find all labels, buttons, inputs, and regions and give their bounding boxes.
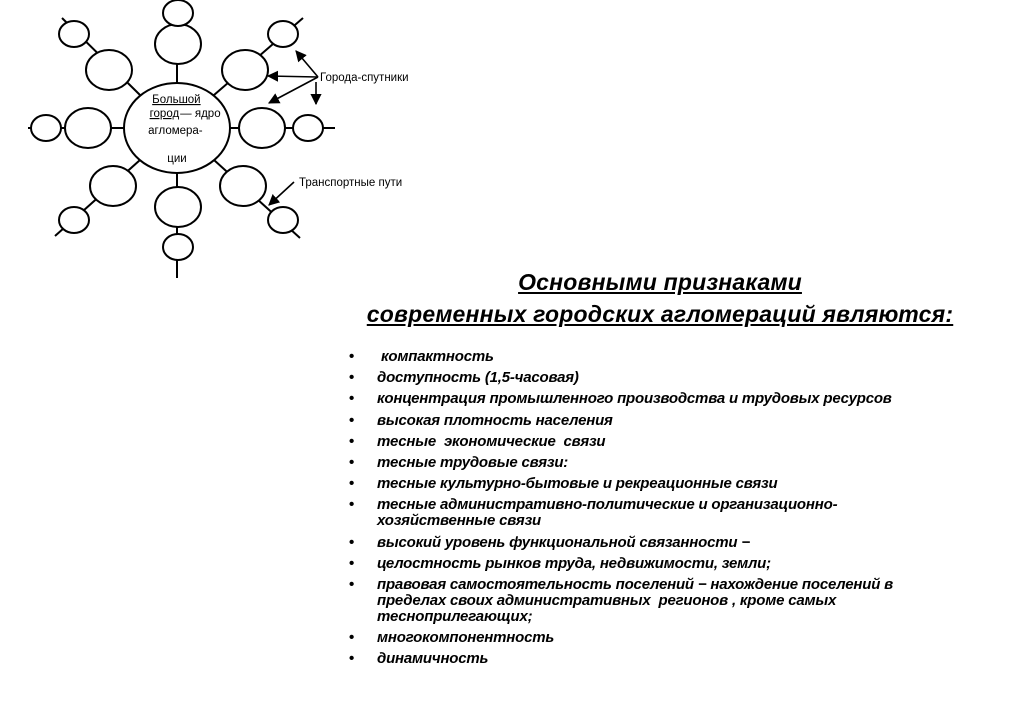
satellite-city bbox=[59, 21, 89, 47]
feature-item bbox=[345, 577, 1005, 625]
feature-item bbox=[345, 630, 1005, 646]
satellite-city bbox=[31, 115, 61, 141]
transport-label: Транспортные пути bbox=[299, 177, 403, 189]
heading-line-1: Основными признаками bbox=[518, 269, 802, 295]
core-label-line: агломера- bbox=[148, 125, 203, 137]
bullet-icon: • bbox=[349, 411, 355, 429]
pointer-arrow bbox=[269, 77, 318, 103]
satellite-city bbox=[65, 108, 111, 148]
bullet-icon: • bbox=[349, 496, 355, 514]
agglomeration-diagram bbox=[0, 0, 460, 285]
feature-text: концентрация промышленного производства и трудовых ресурсов bbox=[377, 390, 892, 408]
feature-item bbox=[345, 476, 1005, 492]
feature-item bbox=[345, 535, 1005, 551]
features-list bbox=[345, 349, 1005, 672]
feature-text: высокая плотность населения bbox=[377, 411, 613, 429]
feature-item bbox=[345, 349, 1005, 365]
bullet-icon: • bbox=[349, 369, 355, 387]
bullet-icon: • bbox=[349, 533, 355, 551]
feature-item bbox=[345, 651, 1005, 667]
feature-text: динамичность bbox=[377, 650, 489, 668]
feature-item bbox=[345, 556, 1005, 572]
core-label-line: ции bbox=[167, 153, 187, 165]
satellite-city bbox=[163, 234, 193, 260]
heading-line-2: современных городских агломераций являются: bbox=[366, 301, 954, 327]
satellite-city bbox=[222, 50, 268, 90]
feature-item bbox=[345, 370, 1005, 386]
satellite-city bbox=[268, 207, 298, 233]
feature-item bbox=[345, 391, 1005, 407]
bullet-icon: • bbox=[349, 390, 355, 408]
feature-text: высокий уровень функциональной связанности − bbox=[377, 533, 750, 551]
feature-text: тесные административно-политические и организационно- хозяйственные связи bbox=[377, 496, 838, 530]
satellite-city bbox=[293, 115, 323, 141]
feature-text: компактность bbox=[377, 348, 494, 365]
feature-item bbox=[345, 497, 1005, 529]
pointer-arrow bbox=[268, 76, 318, 77]
core-label-line: город bbox=[149, 108, 180, 120]
feature-text: целостность рынков труда, недвижимости, земли; bbox=[377, 554, 771, 572]
pointer-arrow bbox=[269, 182, 294, 205]
satellite-city bbox=[220, 166, 266, 206]
feature-item bbox=[345, 413, 1005, 429]
feature-item bbox=[345, 455, 1005, 471]
satellite-city bbox=[59, 207, 89, 233]
bullet-icon: • bbox=[349, 453, 355, 471]
satellite-city bbox=[239, 108, 285, 148]
satellite-city bbox=[163, 0, 193, 26]
satellite-city bbox=[155, 187, 201, 227]
pointer-arrow bbox=[296, 51, 318, 77]
feature-text: тесные экономические связи bbox=[377, 432, 606, 450]
bullet-icon: • bbox=[349, 554, 355, 572]
feature-text: правовая самостоятельность поселений − нахождение поселений в пределах своих административных регионов , кроме самых тесноприлегающих; bbox=[377, 575, 893, 625]
bullet-icon: • bbox=[349, 629, 355, 647]
feature-text: многокомпонентность bbox=[377, 629, 555, 647]
satellite-city bbox=[86, 50, 132, 90]
core-label-line: Большой bbox=[152, 94, 201, 106]
bullet-icon: • bbox=[349, 575, 355, 593]
satellite-city bbox=[268, 21, 298, 47]
bullet-icon: • bbox=[349, 432, 355, 450]
core-label-line: — ядро bbox=[180, 108, 221, 120]
bullet-icon: • bbox=[349, 650, 355, 668]
satellite-label: Города-спутники bbox=[320, 72, 409, 84]
feature-text: тесные трудовые связи: bbox=[377, 453, 569, 471]
satellite-city bbox=[90, 166, 136, 206]
feature-item bbox=[345, 434, 1005, 450]
feature-text: доступность (1,5-часовая) bbox=[377, 369, 579, 387]
feature-text: тесные культурно-бытовые и рекреационные связи bbox=[377, 475, 778, 493]
satellite-city bbox=[155, 24, 201, 64]
bullet-icon: • bbox=[349, 348, 355, 365]
bullet-icon: • bbox=[349, 475, 355, 493]
